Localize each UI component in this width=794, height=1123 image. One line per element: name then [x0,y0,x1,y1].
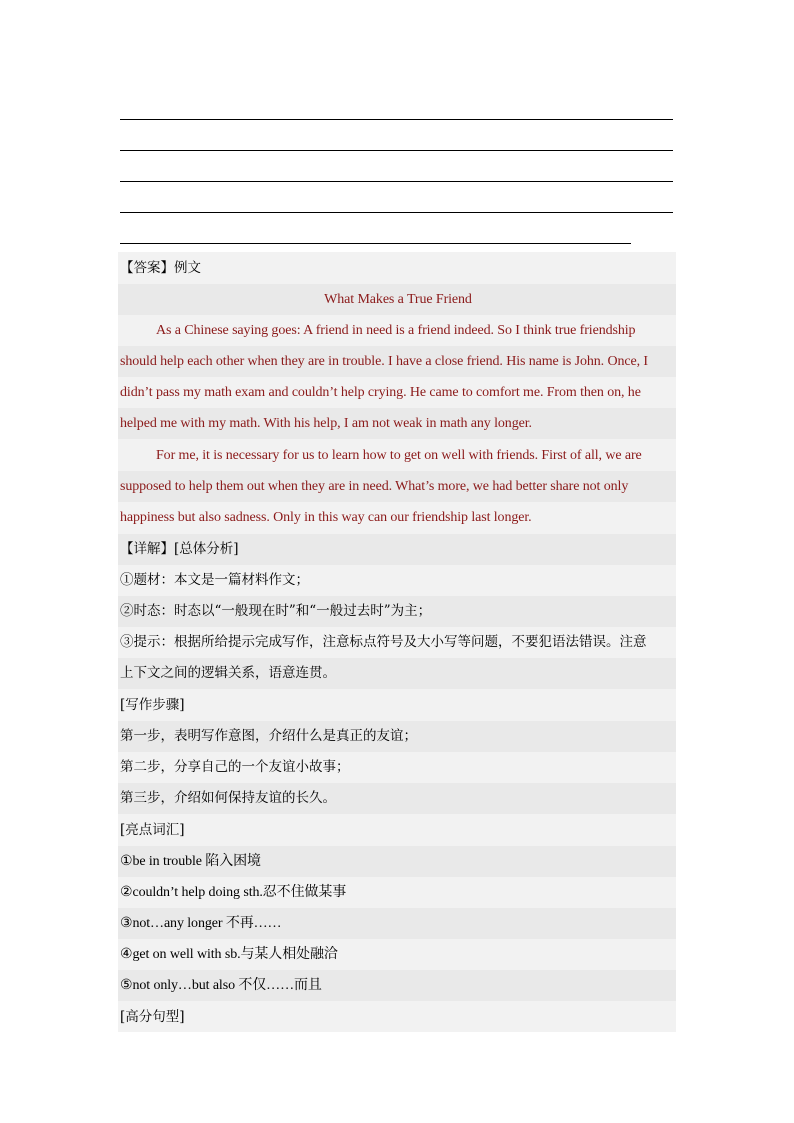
essay-line-1: As a Chinese saying goes: A friend in need is a friend indeed. So I think true friendship [156,323,636,338]
essay-line-6: supposed to help them out when they are in need. What’s more, we had better share not only [118,471,676,502]
steps-item-1: 第一步，表明写作意图，介绍什么是真正的友谊； [118,721,676,752]
vocab-heading: [亮点词汇] [120,822,185,838]
analysis-item-2: ②时态：时态以“一般现在时”和“一般过去时”为主； [118,596,676,627]
essay-line-2: should help each other when they are in trouble. I have a close friend. His name is John. Once, I [118,346,676,377]
essay-line-4: helped me with my math. With his help, I am not weak in math any longer. [118,408,676,439]
answer-heading: 【答案】例文 [120,260,201,276]
blank-line-3 [120,181,673,182]
vocab-item-4: ④get on well with sb.与某人相处融洽 [120,947,338,962]
vocab-item-3: ③not…any longer 不再…… [118,908,676,939]
vocab-item-2: ②couldn’t help doing sth.忍不住做某事 [120,885,347,900]
essay-line-3: didn’t pass my math exam and couldn’t help crying. He came to comfort me. From then on, he [120,385,641,400]
steps-item-2: 第二步，分享自己的一个友谊小故事； [120,759,350,775]
analysis-item-1: ①题材：本文是一篇材料作文； [120,572,309,588]
steps-item-3: 第三步，介绍如何保持友谊的长久。 [118,783,676,814]
analysis-item-3: ③提示：根据所给提示完成写作，注意标点符号及大小写等问题，不要犯语法错误。注意 [120,634,647,650]
blank-line-4 [120,212,673,213]
steps-heading: [写作步骤] [120,697,185,713]
vocab-item-1: ①be in trouble 陷入困境 [118,846,676,877]
analysis-item-4: 上下文之间的逻辑关系，语意连贯。 [118,658,676,689]
blank-line-2 [120,150,673,151]
analysis-heading: 【详解】[总体分析] [118,534,676,565]
essay-line-7: happiness but also sadness. Only in this way can our friendship last longer. [120,510,532,525]
essay-title: What Makes a True Friend [118,284,676,315]
blank-line-1 [120,119,673,120]
essay-line-5: For me, it is necessary for us to learn how to get on well with friends. First of all, we are [156,448,642,463]
vocab-item-5: ⑤not only…but also 不仅……而且 [118,970,676,1001]
blank-line-5 [120,243,631,244]
sentences-heading: [高分句型] [120,1009,185,1025]
